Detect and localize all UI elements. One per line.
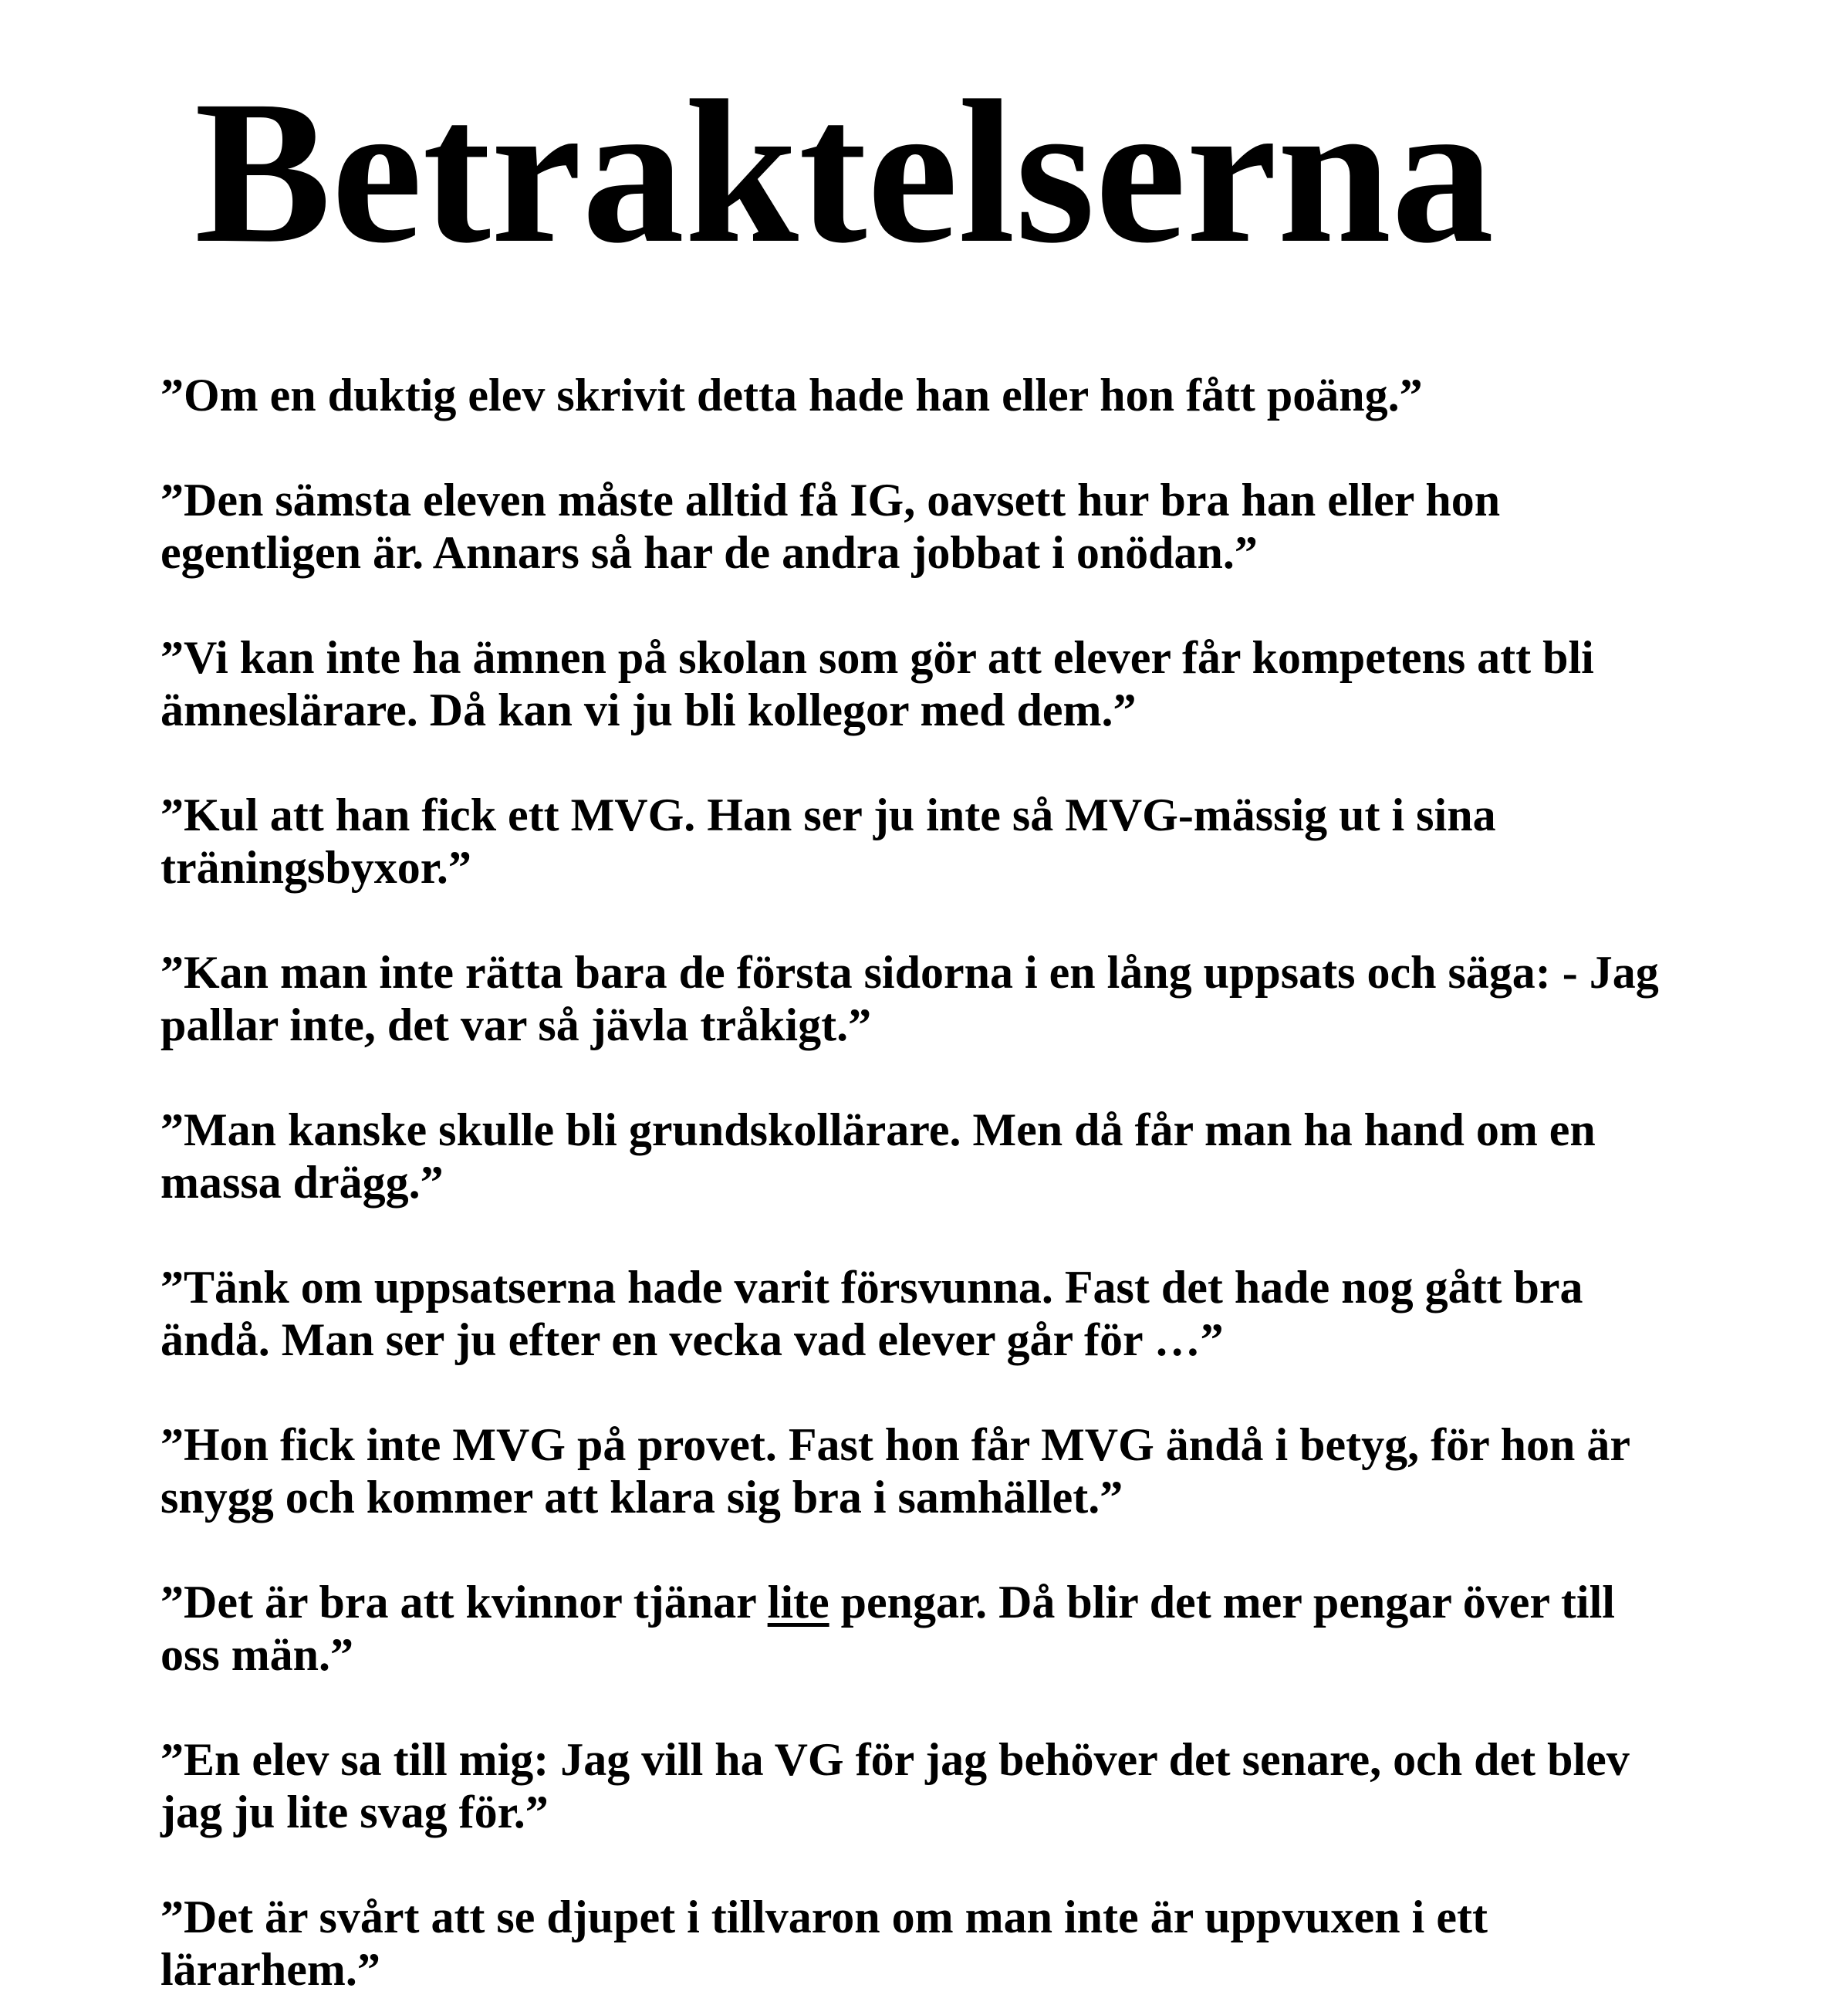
quote-paragraph (160, 946, 1673, 1051)
quote-line: ämneslärare. Då kan vi ju bli kollegor med dem.” (160, 685, 1137, 735)
quote-line: ”Kan man inte rätta bara de första sidorna i en lång uppsats och säga: - Jag (160, 947, 1659, 998)
quote-line: pallar inte, det var så jävla tråkigt.” (160, 999, 872, 1050)
quote-paragraph (160, 369, 1673, 421)
quote-line: snygg och kommer att klara sig bra i samhället.” (160, 1472, 1123, 1523)
quote-paragraph (160, 1576, 1673, 1681)
quote-line: egentligen är. Annars så har de andra jobbat i onödan.” (160, 527, 1258, 578)
quote-paragraph (160, 474, 1673, 579)
quote-line: ”Man kanske skulle bli grundskollärare. Men då får man ha hand om en (160, 1104, 1596, 1155)
quote-line: ”En elev sa till mig: Jag vill ha VG för jag behöver det senare, och det blev (160, 1734, 1630, 1785)
quote-paragraph (160, 1418, 1673, 1523)
quote-line: lärarhem.” (160, 1944, 380, 1995)
quote-line: ”Det är svårt att se djupet i tillvaron om man inte är uppvuxen i ett (160, 1892, 1488, 1942)
quote-line: oss män.” (160, 1629, 354, 1680)
quote-line: ”Det är bra att kvinnor tjänar lite pengar. Då blir det mer pengar över till (160, 1577, 1615, 1628)
quote-line: ”Hon fick inte MVG på provet. Fast hon får MVG ändå i betyg, för hon är (160, 1419, 1631, 1470)
underlined-word: lite (767, 1577, 829, 1628)
document-title: Betraktelserna (194, 58, 1495, 286)
quote-line: ”Vi kan inte ha ämnen på skolan som gör att elever får kompetens att bli (160, 632, 1594, 683)
quotes-list (160, 369, 1673, 1996)
quote-paragraph (160, 631, 1673, 736)
quote-paragraph (160, 1261, 1673, 1366)
quote-line: ”Tänk om uppsatserna hade varit försvunna. Fast det hade nog gått bra (160, 1262, 1583, 1313)
quote-line: ”Den sämsta eleven måste alltid få IG, oavsett hur bra han eller hon (160, 475, 1501, 526)
quote-line: jag ju lite svag för.” (160, 1787, 549, 1838)
quote-paragraph (160, 1104, 1673, 1209)
quote-line: ”Kul att han fick ett MVG. Han ser ju inte så MVG-mässig ut i sina (160, 789, 1496, 840)
quote-line: ändå. Man ser ju efter en vecka vad elever går för …” (160, 1314, 1224, 1365)
quote-paragraph (160, 1733, 1673, 1838)
quote-line: ”Om en duktig elev skrivit detta hade han eller hon fått poäng.” (160, 370, 1423, 421)
quote-paragraph (160, 1891, 1673, 1996)
quote-line: massa drägg.” (160, 1157, 444, 1208)
quote-line: träningsbyxor.” (160, 842, 471, 893)
quote-paragraph (160, 789, 1673, 894)
